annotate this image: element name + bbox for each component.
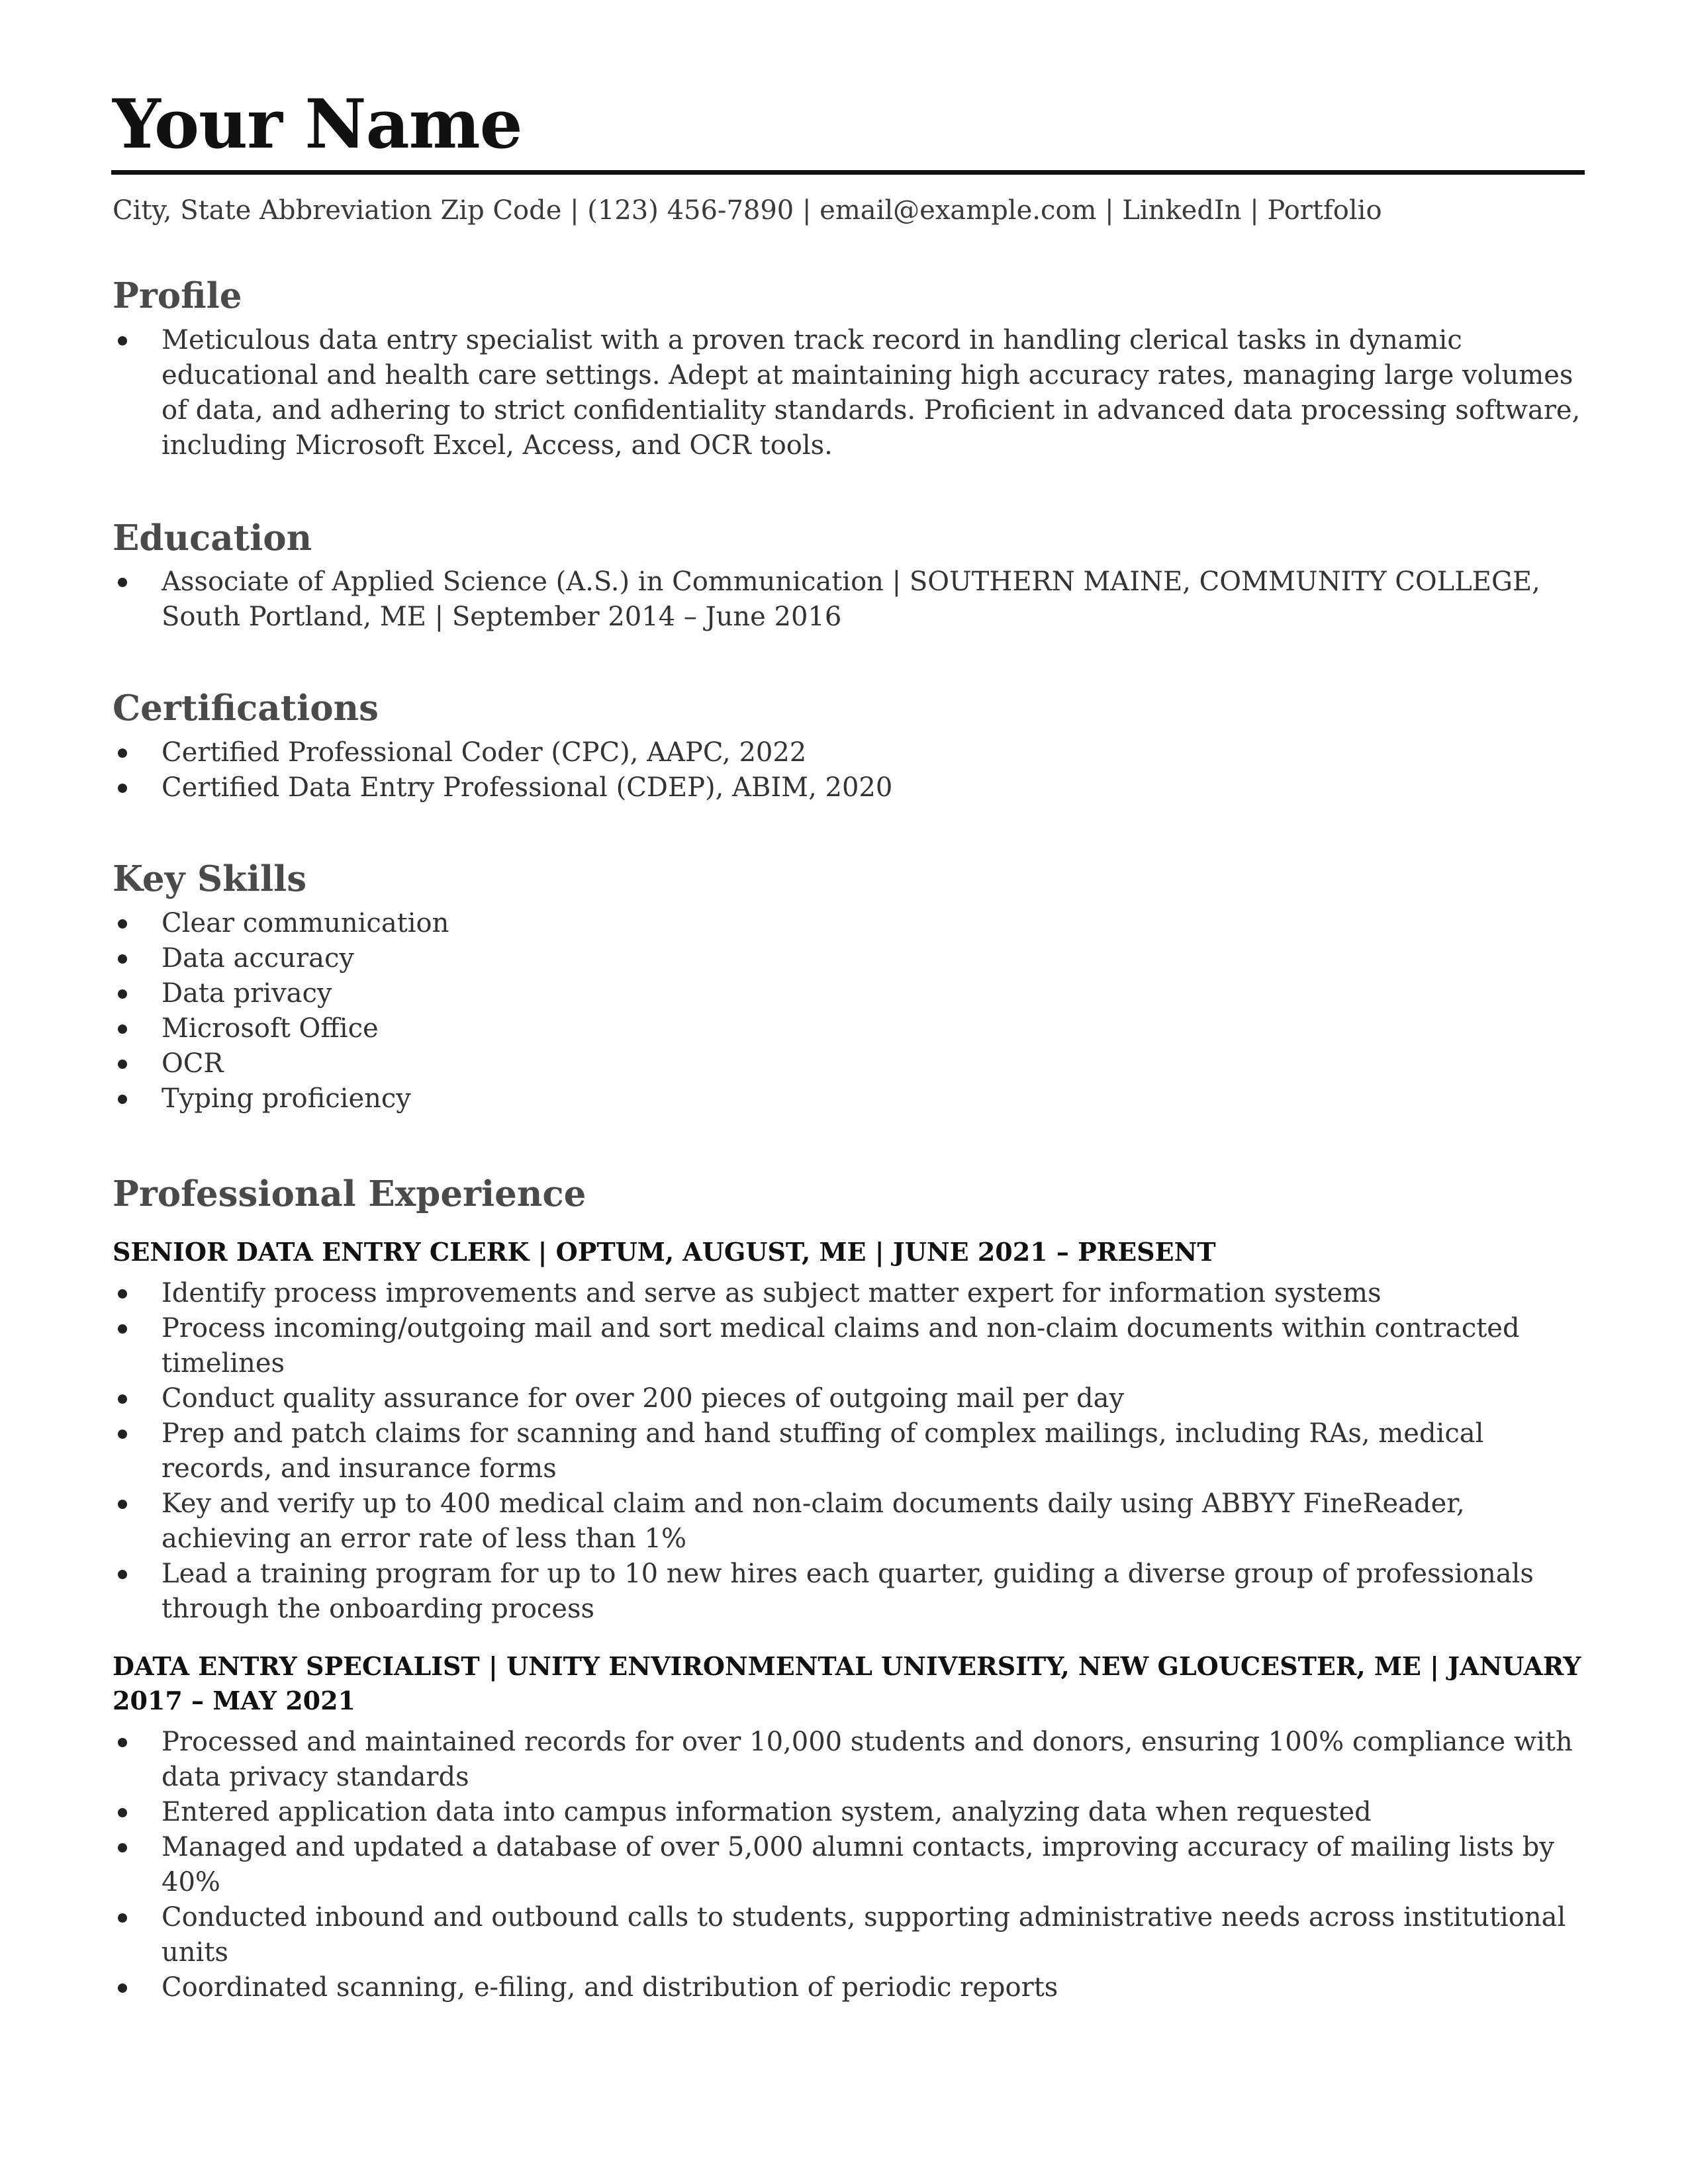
list-item-text: Key and verify up to 400 medical claim and non-claim documents daily using ABBYY FineReader, achieving an error rate of less than 1% (162, 1488, 1465, 1555)
list-item (111, 1011, 1585, 1046)
bullet-icon (118, 989, 127, 999)
list-item (111, 565, 1585, 635)
list-item (111, 1725, 1585, 1795)
list-item-text: Typing proficiency (162, 1083, 411, 1114)
list-item-text: Managed and updated a database of over 5,000 alumni contacts, improving accuracy of mailing lists by 40% (162, 1832, 1554, 1898)
list-item-text: Identify process improvements and serve as subject matter expert for information systems (162, 1278, 1382, 1309)
list-item-text: Coordinated scanning, e-filing, and distribution of periodic reports (162, 1972, 1058, 2003)
list-item-text: Clear communication (162, 907, 449, 938)
bullet-icon (118, 1843, 127, 1852)
list-item-text: Data privacy (162, 978, 332, 1009)
experience-section (111, 1173, 1585, 2006)
certifications-list (111, 735, 1585, 805)
bullet-icon (118, 1983, 127, 1993)
list-item (111, 1381, 1585, 1416)
bullet-icon (118, 336, 127, 345)
skills-section (111, 858, 1585, 1116)
list-item (111, 976, 1585, 1011)
bullet-icon (118, 1394, 127, 1404)
candidate-name: Your Name (113, 85, 522, 164)
list-item (111, 1900, 1585, 1970)
job-duties-list (111, 1276, 1585, 1627)
bullet-icon (118, 1738, 127, 1747)
bullet-icon (118, 1808, 127, 1817)
list-item-text: Lead a training program for up to 10 new hires each quarter, guiding a diverse group of professionals through the onboarding process (162, 1559, 1534, 1625)
list-item (111, 735, 1585, 770)
list-item-text: Data accuracy (162, 942, 354, 974)
list-item (111, 941, 1585, 976)
list-item-text: Processed and maintained records for over 10,000 students and donors, ensuring 100% compliance with data privacy standards (162, 1727, 1573, 1793)
list-item (111, 1795, 1585, 1830)
section-title-skills: Key Skills (113, 858, 307, 900)
list-item-text: Associate of Applied Science (A.S.) in Communication | SOUTHERN MAINE, COMMUNITY COLLEGE, South Portland, ME | September 2014 – June 2016 (162, 567, 1540, 633)
bullet-icon (118, 749, 127, 758)
job-duties-list (111, 1725, 1585, 2005)
education-list (111, 565, 1585, 635)
profile-section (111, 275, 1585, 463)
list-item-text: Certified Professional Coder (CPC), AAPC, 2022 (162, 737, 807, 768)
list-item-text: Conduct quality assurance for over 200 pieces of outgoing mail per day (162, 1383, 1125, 1414)
section-title-education: Education (113, 517, 312, 559)
section-title-experience: Professional Experience (113, 1173, 586, 1214)
job-heading: SENIOR DATA ENTRY CLERK | OPTUM, AUGUST, ME | JUNE 2021 – PRESENT (113, 1237, 1216, 1267)
list-item (111, 323, 1585, 463)
list-item (111, 906, 1585, 941)
certifications-section (111, 688, 1585, 805)
list-item (111, 1486, 1585, 1557)
list-item (111, 1046, 1585, 1081)
section-title-certifications: Certifications (113, 688, 379, 729)
bullet-icon (118, 1570, 127, 1579)
resume-page (111, 86, 1585, 2005)
bullet-icon (118, 1913, 127, 1923)
list-item-text: Prep and patch claims for scanning and hand stuffing of complex mailings, including RAs, medical records, and insurance forms (162, 1418, 1484, 1484)
bullet-icon (118, 1324, 127, 1334)
list-item-text: Process incoming/outgoing mail and sort medical claims and non-claim documents within contracted timelines (162, 1313, 1520, 1379)
profile-list (111, 323, 1585, 463)
list-item (111, 770, 1585, 805)
bullet-icon (118, 1095, 127, 1104)
list-item (111, 1557, 1585, 1627)
header-divider (111, 170, 1585, 175)
list-item (111, 1830, 1585, 1900)
list-item-text: Microsoft Office (162, 1013, 379, 1044)
job-heading: DATA ENTRY SPECIALIST | UNITY ENVIRONMENTAL UNIVERSITY, NEW GLOUCESTER, ME | JANUARY 2017 – MAY 2021 (113, 1651, 1581, 1716)
list-item (111, 1416, 1585, 1486)
bullet-icon (118, 1060, 127, 1069)
section-title-profile: Profile (113, 275, 242, 317)
bullet-icon (118, 1024, 127, 1034)
contact-line: City, State Abbreviation Zip Code | (123) 456-7890 | email@example.com | LinkedIn | Portfolio (113, 195, 1382, 226)
bullet-icon (118, 954, 127, 964)
bullet-icon (118, 1289, 127, 1298)
list-item (111, 1970, 1585, 2005)
list-item (111, 1081, 1585, 1116)
list-item-text: Certified Data Entry Professional (CDEP), ABIM, 2020 (162, 772, 893, 803)
list-item (111, 1276, 1585, 1311)
list-item-text: Meticulous data entry specialist with a proven track record in handling clerical tasks in dynamic educational and health care settings. Adept at maintaining high accuracy rates, managing large volumes of data, and adhering to strict confidentiality standards. Proficient in advanced data processing software, including Microsoft Excel, Access, and OCR tools. (162, 324, 1581, 461)
list-item (111, 1311, 1585, 1381)
bullet-icon (118, 578, 127, 587)
skills-list (111, 906, 1585, 1116)
bullet-icon (118, 919, 127, 929)
list-item-text: OCR (162, 1048, 224, 1079)
bullet-icon (118, 1430, 127, 1439)
list-item-text: Conducted inbound and outbound calls to students, supporting administrative needs across institutional units (162, 1902, 1566, 1968)
education-section (111, 518, 1585, 635)
list-item-text: Entered application data into campus information system, analyzing data when requested (162, 1797, 1372, 1828)
bullet-icon (118, 1500, 127, 1509)
bullet-icon (118, 784, 127, 793)
